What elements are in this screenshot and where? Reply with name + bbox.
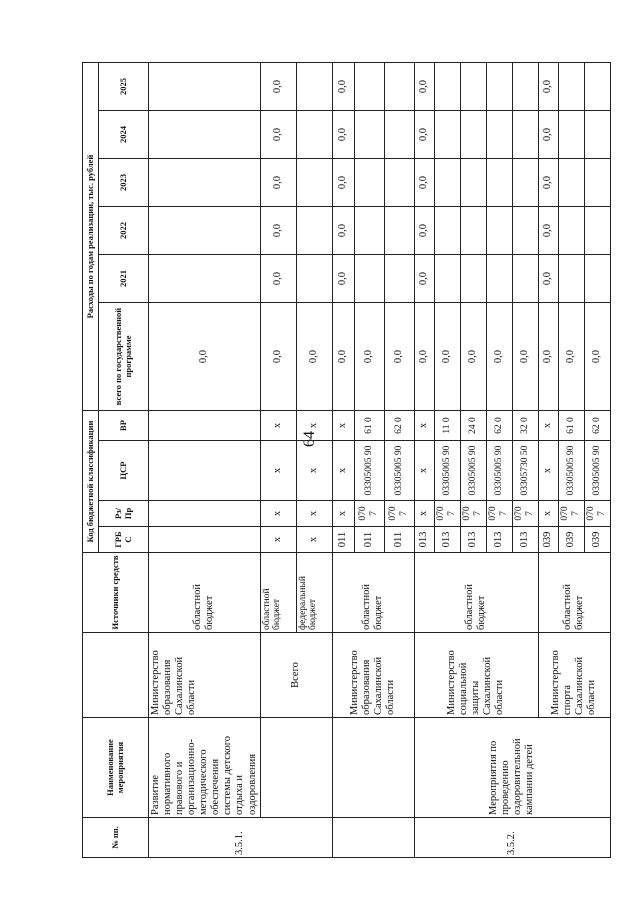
vr: 11 0 [434, 411, 460, 441]
y2025 [460, 63, 486, 111]
col-source: Источники средств [83, 553, 149, 633]
vr: 62 0 [584, 411, 610, 441]
col-code-group: Код бюджетной классификации [83, 411, 99, 553]
y2025 [384, 63, 414, 111]
y2025 [354, 63, 384, 111]
y2022 [558, 207, 584, 255]
grbs: 013 [512, 527, 538, 553]
rzpr: 070 7 [486, 501, 512, 527]
y2025 [296, 63, 332, 111]
total: 0,0 [558, 303, 584, 411]
y2023 [434, 159, 460, 207]
y2022 [434, 207, 460, 255]
y2021 [149, 255, 261, 303]
grbs: x [296, 527, 332, 553]
rzpr: x [538, 501, 558, 527]
y2021 [434, 255, 460, 303]
y2021 [558, 255, 584, 303]
y2025: 0,0 [260, 63, 296, 111]
measure-name [332, 718, 414, 818]
grbs: 039 [558, 527, 584, 553]
col-csr: ЦСР [99, 441, 149, 501]
col-name: Наименование мероприятия [83, 718, 149, 818]
rotated-table-wrapper [82, 63, 608, 858]
rzpr: x [414, 501, 434, 527]
y2024: 0,0 [260, 111, 296, 159]
y2021 [512, 255, 538, 303]
y2022 [512, 207, 538, 255]
y2025 [584, 63, 610, 111]
col-2025: 2025 [99, 63, 149, 111]
vr: 61 0 [558, 411, 584, 441]
y2022: 0,0 [538, 207, 558, 255]
y2024 [558, 111, 584, 159]
rzpr: 070 7 [584, 501, 610, 527]
col-2022: 2022 [99, 207, 149, 255]
total: 0,0 [149, 303, 261, 411]
csr: 03305005 90 [486, 441, 512, 501]
y2025 [149, 63, 261, 111]
grbs [149, 527, 261, 553]
y2022: 0,0 [332, 207, 354, 255]
vr: x [296, 411, 332, 441]
csr: x [414, 441, 434, 501]
rzpr [149, 501, 261, 527]
y2021 [486, 255, 512, 303]
csr: x [260, 441, 296, 501]
total: 0,0 [512, 303, 538, 411]
vr: x [332, 411, 354, 441]
header-row-1 [83, 63, 99, 858]
y2023: 0,0 [414, 159, 434, 207]
y2021: 0,0 [538, 255, 558, 303]
source: федеральный бюджет [296, 553, 332, 633]
col-2021: 2021 [99, 255, 149, 303]
y2025: 0,0 [538, 63, 558, 111]
col-2023: 2023 [99, 159, 149, 207]
y2024 [460, 111, 486, 159]
y2021 [584, 255, 610, 303]
y2023 [296, 159, 332, 207]
table-row [260, 63, 296, 858]
y2023 [512, 159, 538, 207]
rzpr: x [296, 501, 332, 527]
col-executor [83, 633, 149, 718]
y2023: 0,0 [260, 159, 296, 207]
csr: 03305005 90 [558, 441, 584, 501]
total: 0,0 [296, 303, 332, 411]
total: 0,0 [460, 303, 486, 411]
y2021: 0,0 [414, 255, 434, 303]
grbs: 013 [414, 527, 434, 553]
csr: 03305005 90 [460, 441, 486, 501]
csr [149, 441, 261, 501]
y2023: 0,0 [538, 159, 558, 207]
budget-table [82, 62, 611, 858]
y2024 [584, 111, 610, 159]
y2025 [434, 63, 460, 111]
y2024: 0,0 [414, 111, 434, 159]
csr: x [296, 441, 332, 501]
rzpr: 070 7 [512, 501, 538, 527]
y2024 [384, 111, 414, 159]
y2023 [460, 159, 486, 207]
grbs: 013 [486, 527, 512, 553]
col-num: № пп. [83, 818, 149, 858]
y2025 [486, 63, 512, 111]
csr: 03305005 90 [354, 441, 384, 501]
csr: x [538, 441, 558, 501]
executor: Министерство социальной защиты Сахалинской области [414, 633, 538, 718]
table-row [414, 63, 434, 858]
rzpr: 070 7 [460, 501, 486, 527]
executor: Министерство спорта Сахалинской области [538, 633, 610, 718]
vr [149, 411, 261, 441]
vr: 62 0 [384, 411, 414, 441]
grbs: 011 [384, 527, 414, 553]
row-number [332, 818, 414, 858]
total: 0,0 [584, 303, 610, 411]
col-grbs: ГРБ С [99, 527, 149, 553]
table-row [332, 63, 354, 858]
rzpr: 070 7 [354, 501, 384, 527]
y2021: 0,0 [332, 255, 354, 303]
rzpr: x [332, 501, 354, 527]
rzpr: 070 7 [434, 501, 460, 527]
col-total: всего по государственной программе [99, 303, 149, 411]
y2024 [149, 111, 261, 159]
y2022 [149, 207, 261, 255]
source: областной бюджет [260, 553, 296, 633]
executor: Министерство образования Сахалинской области [332, 633, 414, 718]
col-vr: ВР [99, 411, 149, 441]
total: 0,0 [332, 303, 354, 411]
col-2024: 2024 [99, 111, 149, 159]
total: 0,0 [414, 303, 434, 411]
y2022 [296, 207, 332, 255]
y2021 [460, 255, 486, 303]
y2023 [354, 159, 384, 207]
y2023 [384, 159, 414, 207]
y2022 [354, 207, 384, 255]
y2025: 0,0 [332, 63, 354, 111]
vr: x [260, 411, 296, 441]
measure-name: Развитие нормативного правового и организационно-методического обеспечения системы детского отдыха и оздоровления [149, 718, 261, 818]
total: 0,0 [538, 303, 558, 411]
csr: 03305005 90 [584, 441, 610, 501]
rzpr: 070 7 [558, 501, 584, 527]
y2022: 0,0 [414, 207, 434, 255]
grbs: x [260, 527, 296, 553]
csr: 03305005 90 [434, 441, 460, 501]
y2025: 0,0 [414, 63, 434, 111]
total: 0,0 [384, 303, 414, 411]
grbs: 011 [332, 527, 354, 553]
row-number: 3.5.1. [149, 818, 333, 858]
grbs: 013 [434, 527, 460, 553]
total: 0,0 [486, 303, 512, 411]
col-rzpr: Рз/ Пр [99, 501, 149, 527]
csr: x [332, 441, 354, 501]
vr: 32 0 [512, 411, 538, 441]
y2024 [486, 111, 512, 159]
total: 0,0 [434, 303, 460, 411]
y2022 [460, 207, 486, 255]
executor: Министерство образования Сахалинской области [149, 633, 261, 718]
y2023 [486, 159, 512, 207]
y2022 [486, 207, 512, 255]
y2021: 0,0 [260, 255, 296, 303]
y2025 [558, 63, 584, 111]
y2024 [354, 111, 384, 159]
y2024: 0,0 [538, 111, 558, 159]
source: областной бюджет [538, 553, 610, 633]
y2024 [512, 111, 538, 159]
measure-name: Мероприятия по проведению оздоровительной кампании детей [414, 718, 610, 818]
row-number: 3.5.2. [414, 818, 610, 858]
csr: 03305730 50 [512, 441, 538, 501]
vr: x [538, 411, 558, 441]
page-number: 64 [301, 431, 318, 447]
grbs: 011 [354, 527, 384, 553]
csr: 03305005 90 [384, 441, 414, 501]
y2022 [584, 207, 610, 255]
rzpr: 070 7 [384, 501, 414, 527]
y2022: 0,0 [260, 207, 296, 255]
y2023 [558, 159, 584, 207]
table-row [149, 63, 261, 858]
y2025 [512, 63, 538, 111]
y2021 [296, 255, 332, 303]
grbs: 039 [584, 527, 610, 553]
vr: 61 0 [354, 411, 384, 441]
source: областной бюджет [149, 553, 261, 633]
grbs: 013 [460, 527, 486, 553]
source: областной бюджет [414, 553, 538, 633]
y2024 [296, 111, 332, 159]
total: 0,0 [354, 303, 384, 411]
vr: 24 0 [460, 411, 486, 441]
y2021 [384, 255, 414, 303]
y2023 [584, 159, 610, 207]
executor: Всего [260, 633, 332, 718]
col-years-group: Расходы по годам реализации, тыс. рублей [83, 63, 99, 411]
total: 0,0 [260, 303, 296, 411]
measure-name [260, 718, 332, 818]
y2023: 0,0 [332, 159, 354, 207]
vr: x [414, 411, 434, 441]
y2021 [354, 255, 384, 303]
y2022 [384, 207, 414, 255]
grbs: 039 [538, 527, 558, 553]
y2024 [434, 111, 460, 159]
rzpr: x [260, 501, 296, 527]
y2023 [149, 159, 261, 207]
y2024: 0,0 [332, 111, 354, 159]
source: областной бюджет [332, 553, 414, 633]
vr: 62 0 [486, 411, 512, 441]
